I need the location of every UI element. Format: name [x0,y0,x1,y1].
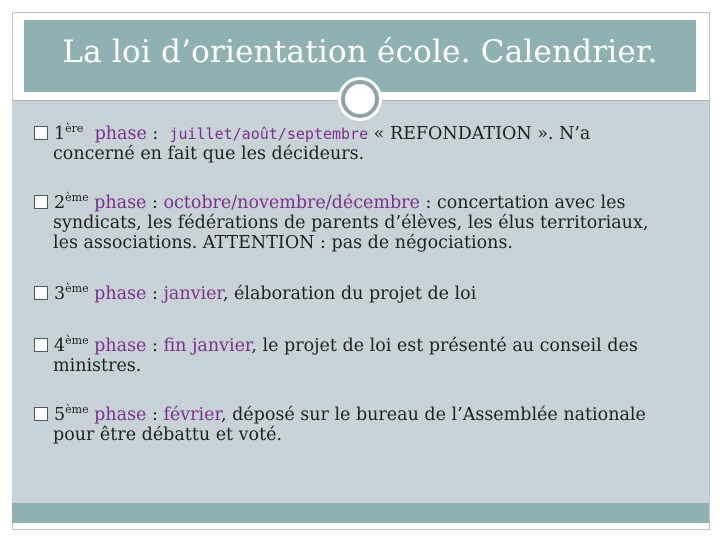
phase-number: 1 [54,124,66,144]
phase-period: février [163,405,221,425]
phase-period: octobre/novembre/décembre [163,193,420,213]
square-bullet-icon [34,407,48,421]
phase-description: : concertation avec les [419,193,626,213]
phase-word: phase [94,405,147,425]
phase-period: fin janvier [163,336,252,356]
phase-ordinal: ème [65,191,89,204]
list-item [34,193,682,253]
square-bullet-icon [34,338,48,352]
separator: : [146,124,164,144]
list-item [34,124,682,164]
phase-description-cont: concerné en fait que les décideurs. [53,144,365,164]
footer-band [12,503,709,523]
phase-word: phase [94,124,147,144]
square-bullet-icon [34,195,48,209]
list-item [34,336,682,376]
phase-ordinal: ème [65,282,89,295]
separator: : [146,284,164,304]
phase-number: 2 [54,193,66,213]
phase-description-cont: les associations. ATTENTION : pas de négociations. [53,233,513,253]
phase-period: janvier [163,284,223,304]
phase-description-cont: syndicats, les fédérations de parents d’élèves, les élus territoriaux, [53,213,649,233]
phase-description: , élaboration du projet de loi [222,284,477,304]
list-item [34,284,682,304]
phase-description-cont: pour être débattu et voté. [53,425,283,445]
phase-description-cont: ministres. [53,356,142,376]
phase-ordinal: ème [65,334,89,347]
list-item [34,405,682,445]
phase-number: 4 [54,336,66,356]
phase-description: , déposé sur le bureau de l’Assemblée nationale [220,405,646,425]
phase-word: phase [94,193,147,213]
separator: : [146,336,164,356]
phase-word: phase [94,284,147,304]
phase-description: , le projet de loi est présenté au conseil des [251,336,638,356]
circle-ornament-icon [341,80,379,118]
separator: : [146,405,164,425]
phase-description: « REFONDATION ». N’a [368,124,591,144]
phase-number: 5 [54,405,66,425]
phase-period: juillet/août/septembre [169,125,369,143]
square-bullet-icon [34,286,48,300]
phase-word: phase [94,336,147,356]
phase-ordinal: ère [65,122,84,135]
phase-number: 3 [54,284,66,304]
phase-ordinal: ème [65,403,89,416]
separator: : [146,193,164,213]
square-bullet-icon [34,126,48,140]
slide-title: La loi d’orientation école. Calendrier. [62,34,658,70]
